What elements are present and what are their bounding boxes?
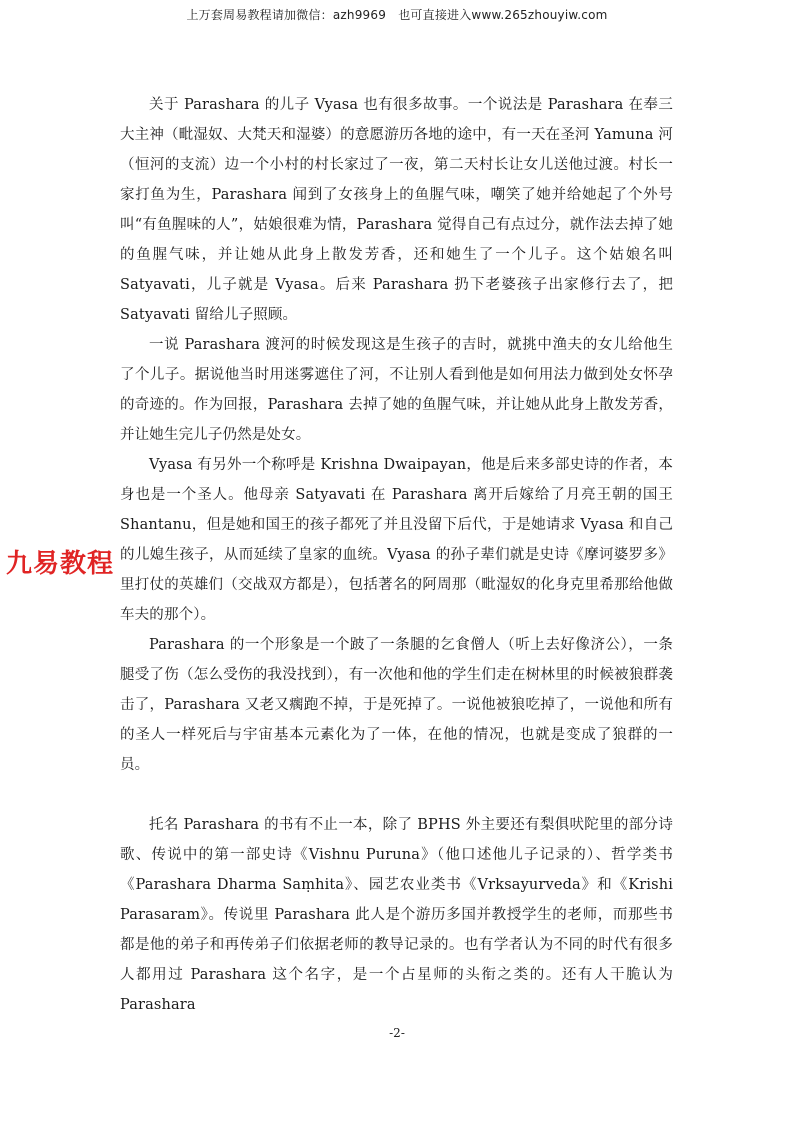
document-body bbox=[120, 90, 673, 1020]
paragraph-krishna-dwaipayan: Vyasa 有另外一个称呼是 Krishna Dwaipayan，他是后来多部史诗的作者，本身也是一个圣人。他母亲 Satyavati 在 Parashara 离开后嫁给了月亮王朝的国王 Shantanu，但是她和国王的孩子都死了并且没留下后代，于是她请求 Vyasa 和自己的儿媳生孩子，从而延续了皇家的血统。Vyasa 的孙子辈们就是史诗《摩诃婆罗多》里打仗的英雄们（交战双方都是），包括著名的阿周那（毗湿奴的化身克里希那给他做车夫的那个）。 bbox=[120, 457, 673, 623]
header-note: 上万套周易教程请加微信：azh9969 也可直接进入www.265zhouyiw.com bbox=[186, 8, 608, 22]
paragraph-gap bbox=[120, 780, 673, 810]
paragraph-books-attributed: 托名 Parashara 的书有不止一本，除了 BPHS 外主要还有梨俱吠陀里的部分诗歌、传说中的第一部史诗《Vishnu Puruna》（他口述他儿子记录的）、哲学类书《Parashara Dharma Saṃhita》、园艺农业类书《Vrksayurveda》和《Krishi Parasaram》。传说里 Parashara 此人是个游历多国并教授学生的老师，而那些书都是他的弟子和再传弟子们依据老师的教导记录的。也有学者认为不同的时代有很多人都用过 Parashara 这个名字，是一个占星师的头衔之类的。还有人干脆认为 Parashara bbox=[120, 817, 673, 1013]
paragraph-river-crossing: 一说 Parashara 渡河的时候发现这是生孩子的吉时，就挑中渔夫的女儿给他生了个儿子。据说他当时用迷雾遮住了河，不让别人看到他是如何用法力做到处女怀孕的奇迹的。作为回报，Parashara 去掉了她的鱼腥气味，并让她从此身上散发芳香，并让她生完儿子仍然是处女。 bbox=[120, 337, 673, 443]
paragraph-lame-monk: Parashara 的一个形象是一个跛了一条腿的乞食僧人（听上去好像济公），一条腿受了伤（怎么受伤的我没找到），有一次他和他的学生们走在树林里的时候被狼群袭击了，Parashara 又老又瘸跑不掉，于是死掉了。一说他被狼吃掉了，一说他和所有的圣人一样死后与宇宙基本元素化为了一体，在他的情况，也就是变成了狼群的一员。 bbox=[120, 637, 673, 773]
watermark-logo: 九易教程 bbox=[6, 549, 115, 579]
page-number: -2- bbox=[389, 1026, 405, 1040]
paragraph-vyasa-story: 关于 Parashara 的儿子 Vyasa 也有很多故事。一个说法是 Parashara 在奉三大主神（毗湿奴、大梵天和湿婆）的意愿游历各地的途中，有一天在圣河 Yamuna 河（恒河的支流）边一个小村的村长家过了一夜，第二天村长让女儿送他过渡。村长一家打鱼为生，Parashara 闻到了女孩身上的鱼腥气味，嘲笑了她并给她起了个外号叫“有鱼腥味的人”，姑娘很难为情，Parashara 觉得自己有点过分，就作法去掉了她的鱼腥气味，并让她从此身上散发芳香，还和她生了一个儿子。这个姑娘名叫 Satyavati，儿子就是 Vyasa。后来 Parashara 扔下老婆孩子出家修行去了，把 Satyavati 留给儿子照顾。 bbox=[120, 97, 673, 323]
